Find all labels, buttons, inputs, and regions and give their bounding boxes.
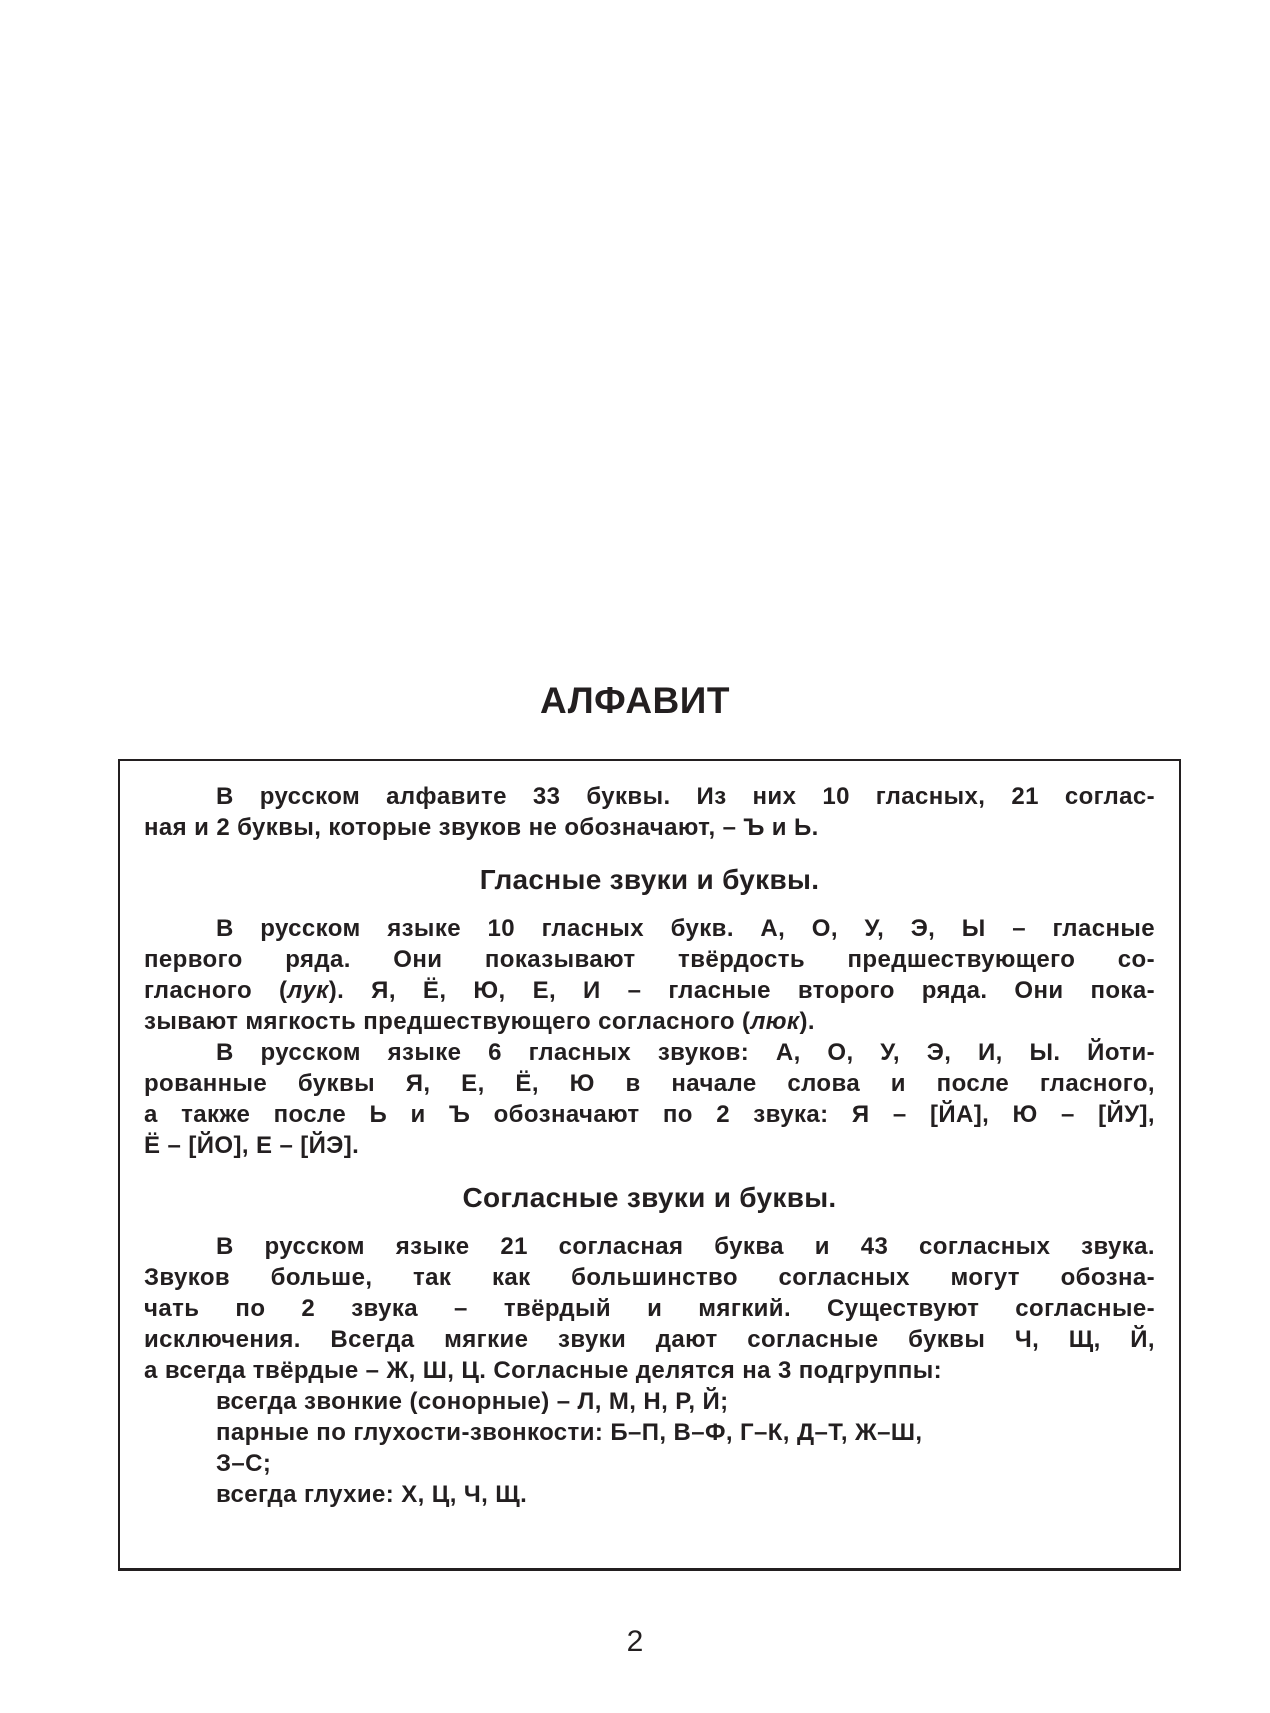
text-segment: гласного ( (144, 977, 288, 1004)
paragraph-line (144, 1262, 1155, 1293)
paragraph-line (144, 944, 1155, 975)
paragraph-line (144, 1037, 1155, 1068)
text-segment: рованные буквы Я, Е, Ё, Ю в начале слова и после гласного, (144, 1070, 1155, 1097)
list-item (144, 1386, 1155, 1417)
paragraph-line (144, 1293, 1155, 1324)
text-segment: зывают мягкость предшествующего согласного ( (144, 1008, 751, 1035)
text-segment: исключения. Всегда мягкие звуки дают согласные буквы Ч, Щ, Й, (144, 1326, 1155, 1353)
paragraph-line (144, 1355, 1155, 1386)
text-segment: З–С; (216, 1450, 272, 1477)
alphabet-info-box (118, 759, 1181, 1571)
paragraph-line (144, 812, 1155, 843)
list-item (144, 1417, 1155, 1448)
text-segment: всегда глухие: Х, Ц, Ч, Щ. (216, 1481, 528, 1508)
text-segment: В русском языке 6 гласных звуков: А, О, У, Э, И, Ы. Йоти- (216, 1039, 1155, 1066)
list-item (144, 1479, 1155, 1510)
paragraph-line (144, 975, 1155, 1006)
paragraph-line (144, 1130, 1155, 1161)
text-segment: чать по 2 звука – твёрдый и мягкий. Существуют согласные- (144, 1295, 1155, 1322)
example-word: люк (750, 1008, 800, 1035)
text-segment: первого ряда. Они показывают твёрдость предшествующего со- (144, 946, 1155, 973)
text-segment: В русском алфавите 33 буквы. Из них 10 гласных, 21 соглас- (216, 783, 1155, 810)
text-segment: а также после Ь и Ъ обозначают по 2 звука: Я – [ЙА], Ю – [ЙУ], (144, 1101, 1155, 1128)
paragraph-line (144, 1324, 1155, 1355)
paragraph-line (144, 1231, 1155, 1262)
text-segment: В русском языке 21 согласная буква и 43 согласных звука. (216, 1233, 1155, 1260)
page-number: 2 (626, 1625, 644, 1658)
page-title: АЛФАВИТ (540, 680, 730, 721)
section-heading: Гласные звуки и буквы. (479, 864, 820, 895)
paragraph-line (144, 1006, 1155, 1037)
list-item (144, 1448, 1155, 1479)
paragraph-line (144, 1068, 1155, 1099)
text-segment: а всегда твёрдые – Ж, Ш, Ц. Согласные делятся на 3 подгруппы: (144, 1357, 943, 1384)
section-heading: Согласные звуки и буквы. (462, 1182, 837, 1213)
text-segment: ). Я, Ё, Ю, Е, И – гласные второго ряда. Они пока- (328, 977, 1155, 1004)
text-segment: В русском языке 10 гласных букв. А, О, У, Э, Ы – гласные (216, 915, 1155, 942)
text-segment: Звуков больше, так как большинство согласных могут обозна- (144, 1264, 1155, 1291)
example-word: лук (287, 977, 329, 1004)
paragraph-line (144, 1099, 1155, 1130)
text-segment: всегда звонкие (сонорные) – Л, М, Н, Р, Й; (216, 1388, 729, 1415)
text-segment: Ё – [ЙО], Е – [ЙЭ]. (144, 1132, 360, 1159)
paragraph-line (144, 781, 1155, 812)
paragraph-line (144, 913, 1155, 944)
text-segment: ная и 2 буквы, которые звуков не обозначают, – Ъ и Ь. (144, 814, 819, 841)
text-segment: парные по глухости-звонкости: Б–П, В–Ф, Г–К, Д–Т, Ж–Ш, (216, 1419, 923, 1446)
text-segment: ). (799, 1008, 815, 1035)
